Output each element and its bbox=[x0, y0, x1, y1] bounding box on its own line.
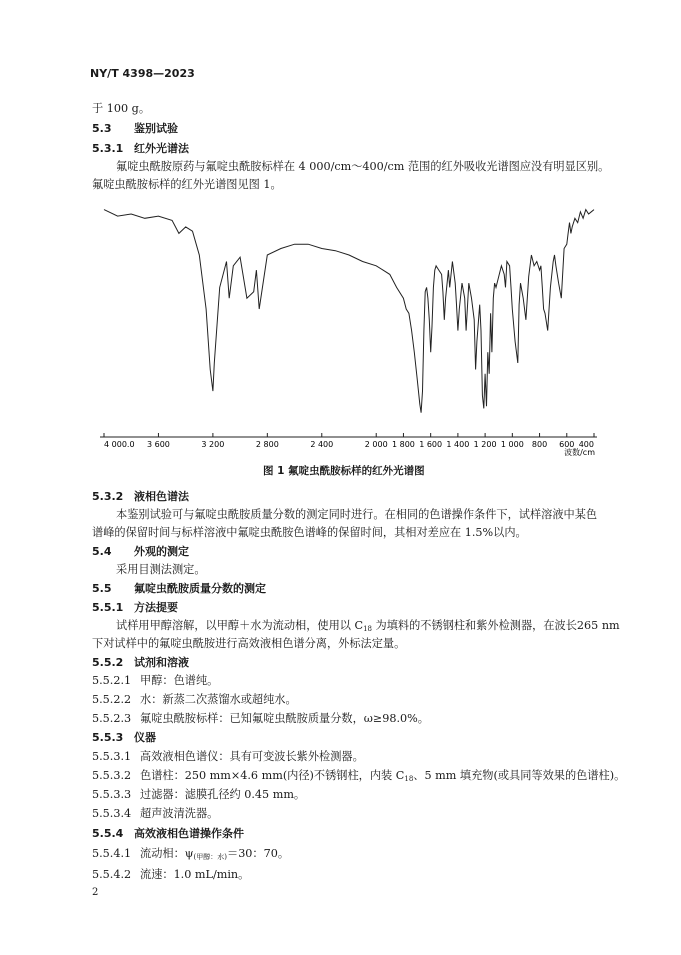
section-title: 鉴别试验 bbox=[134, 122, 178, 135]
list-item bbox=[92, 691, 297, 707]
list-item bbox=[92, 845, 289, 862]
spectrum-line bbox=[104, 210, 594, 413]
subscript: 18 bbox=[363, 625, 372, 633]
x-axis-ticks bbox=[104, 433, 594, 449]
section-number: 5.3 bbox=[92, 122, 112, 135]
paragraph-line: 谱峰的保留时间与标样溶液中氟啶虫酰胺色谱峰的保留时间，其相对差应在 1.5%以内。 bbox=[92, 526, 527, 539]
section-5-5-heading bbox=[92, 580, 266, 596]
list-item bbox=[92, 805, 218, 821]
text-part: 、5 mm 填充物(或具同等效果的色谱柱)。 bbox=[413, 769, 626, 782]
item-text: 过滤器：滤膜孔径约 0.45 mm。 bbox=[140, 788, 306, 801]
item-text: 高效液相色谱仪：具有可变波长紫外检测器。 bbox=[140, 750, 364, 763]
section-5-3-1-heading bbox=[92, 140, 189, 156]
x-tick-label: 2 400 bbox=[310, 440, 334, 449]
x-tick-label: 3 600 bbox=[146, 440, 170, 449]
text-part: ＝30：70。 bbox=[227, 847, 290, 860]
item-number: 5.5.3.3 bbox=[92, 788, 132, 801]
item-number: 5.5.2.2 bbox=[92, 693, 132, 706]
text-part: 色谱柱：250 mm×4.6 mm(内径)不锈钢柱，内装 C bbox=[140, 769, 405, 782]
section-title: 仪器 bbox=[134, 731, 156, 744]
list-item bbox=[92, 672, 218, 688]
section-title: 试剂和溶液 bbox=[134, 656, 189, 669]
paragraph-line: 本鉴别试验可与氟啶虫酰胺质量分数的测定同时进行。在相同的色谱操作条件下，试样溶液中某色 bbox=[116, 508, 598, 521]
x-tick-label: 4 000.0 bbox=[104, 440, 135, 449]
section-title: 氟啶虫酰胺质量分数的测定 bbox=[134, 582, 266, 595]
paragraph-line: 氟啶虫酰胺原药与氟啶虫酰胺标样在 4 000/cm～400/cm 范围的红外吸收光谱图应没有明显区别。 bbox=[116, 160, 610, 173]
item-text: 流速：1.0 mL/min。 bbox=[140, 868, 250, 881]
x-tick-label: 600 bbox=[559, 440, 575, 449]
section-title: 高效液相色谱操作条件 bbox=[134, 827, 244, 840]
list-item bbox=[92, 710, 429, 726]
x-tick-label: 1 800 bbox=[391, 440, 415, 449]
x-tick-label: 1 400 bbox=[446, 440, 470, 449]
page-number: 2 bbox=[92, 887, 99, 898]
item-number: 5.5.2.3 bbox=[92, 712, 132, 725]
section-5-5-3-heading bbox=[92, 729, 156, 745]
item-number: 5.5.2.1 bbox=[92, 674, 132, 687]
paragraph-line: 氟啶虫酰胺标样的红外光谱图见图 1。 bbox=[92, 178, 282, 191]
section-number: 5.5.1 bbox=[92, 601, 124, 614]
item-number: 5.5.3.2 bbox=[92, 769, 132, 782]
section-5-5-1-heading bbox=[92, 599, 178, 615]
subscript: 18 bbox=[404, 775, 414, 783]
figure-caption: 图 1 氟啶虫酰胺标样的红外光谱图 bbox=[263, 465, 425, 477]
item-text: 甲醇：色谱纯。 bbox=[140, 674, 219, 687]
text-part: 试样用甲醇溶解，以甲醇＋水为流动相，使用以 C bbox=[116, 619, 364, 632]
x-axis-unit: 波数/cm bbox=[564, 448, 595, 457]
item-text: 氟啶虫酰胺标样：已知氟啶虫酰胺质量分数，ω≥98.0%。 bbox=[140, 712, 429, 725]
standard-header: NY/T 4398—2023 bbox=[90, 67, 195, 80]
x-tick-label: 800 bbox=[531, 440, 548, 449]
continued-text: 于 100 g。 bbox=[92, 102, 151, 115]
section-title: 液相色谱法 bbox=[134, 490, 189, 503]
section-number: 5.4 bbox=[92, 545, 112, 558]
item-number: 5.5.3.1 bbox=[92, 750, 132, 763]
text-part: 流动相：ψ bbox=[140, 847, 194, 860]
x-tick-label: 400 bbox=[578, 440, 594, 449]
x-tick-label: 1 200 bbox=[473, 440, 497, 449]
section-number: 5.5.3 bbox=[92, 731, 124, 744]
x-tick-label: 2 800 bbox=[255, 440, 279, 449]
section-number: 5.5 bbox=[92, 582, 112, 595]
paragraph-line bbox=[116, 617, 620, 633]
paragraph-line: 下对试样中的氟啶虫酰胺进行高效液相色谱分离，外标法定量。 bbox=[92, 637, 406, 650]
section-title: 红外光谱法 bbox=[134, 142, 189, 155]
section-number: 5.3.1 bbox=[92, 142, 124, 155]
item-number: 5.5.4.1 bbox=[92, 847, 132, 860]
paragraph-line: 采用目测法测定。 bbox=[116, 563, 206, 576]
x-tick-label: 2 000 bbox=[364, 440, 388, 449]
section-5-3-heading bbox=[92, 120, 178, 136]
ir-spectrum-chart bbox=[100, 197, 605, 462]
section-number: 5.5.2 bbox=[92, 656, 124, 669]
list-item bbox=[92, 866, 249, 882]
subscript: (甲醇：水) bbox=[193, 853, 227, 861]
x-tick-label: 3 200 bbox=[201, 440, 225, 449]
section-title: 方法提要 bbox=[134, 601, 178, 614]
item-number: 5.5.4.2 bbox=[92, 868, 132, 881]
item-text: 水：新蒸二次蒸馏水或超纯水。 bbox=[140, 693, 297, 706]
section-5-5-4-heading bbox=[92, 825, 244, 841]
section-number: 5.3.2 bbox=[92, 490, 124, 503]
item-number: 5.5.3.4 bbox=[92, 807, 132, 820]
item-text: 超声波清洗器。 bbox=[140, 807, 219, 820]
section-5-4-heading bbox=[92, 543, 189, 559]
x-tick-label: 1 600 bbox=[419, 440, 443, 449]
section-title: 外观的测定 bbox=[134, 545, 189, 558]
x-tick-label: 1 000 bbox=[500, 440, 524, 449]
section-5-5-2-heading bbox=[92, 654, 189, 670]
list-item bbox=[92, 767, 625, 783]
section-5-3-2-heading bbox=[92, 488, 189, 504]
text-part: 为填料的不锈钢柱和紫外检测器，在波长265 nm bbox=[371, 619, 620, 632]
list-item bbox=[92, 786, 305, 802]
section-number: 5.5.4 bbox=[92, 827, 124, 840]
list-item bbox=[92, 748, 364, 764]
